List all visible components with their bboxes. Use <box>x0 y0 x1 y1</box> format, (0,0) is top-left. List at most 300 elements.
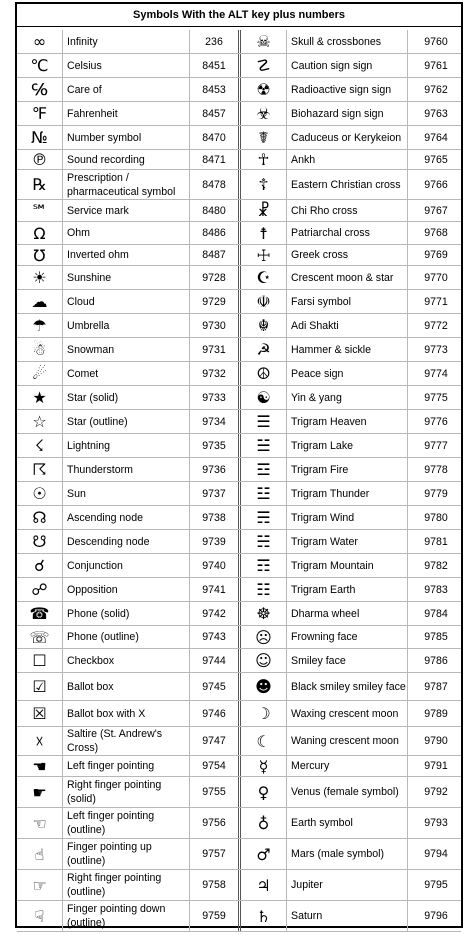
alt-code: 9744 <box>202 654 226 667</box>
symbol-glyph: ☱ <box>241 434 287 457</box>
left-entry <box>17 386 241 409</box>
right-entry <box>241 808 464 838</box>
symbol-name: Prescription / pharmaceutical symbol <box>63 170 190 199</box>
alt-code: 9766 <box>424 178 448 191</box>
right-entry <box>241 506 464 529</box>
alt-code: 9754 <box>202 760 226 772</box>
symbol-glyph: ☁ <box>17 290 63 313</box>
right-entry <box>241 482 464 505</box>
table-row <box>17 170 461 200</box>
symbol-glyph: ☀ <box>17 266 63 289</box>
left-entry <box>17 338 241 361</box>
symbol-name: Trigram Fire <box>287 458 408 481</box>
symbol-glyph: ☆ <box>17 410 63 433</box>
table-row <box>17 756 461 777</box>
symbol-name: Adi Shakti <box>287 314 408 337</box>
alt-code: 9758 <box>202 879 226 891</box>
left-entry <box>17 222 241 244</box>
symbol-glyph: ☏ <box>17 626 63 648</box>
symbol-glyph: ☧ <box>241 200 287 221</box>
symbol-name: Hammer & sickle <box>287 338 408 361</box>
symbol-glyph: ☬ <box>241 314 287 337</box>
left-entry <box>17 314 241 337</box>
right-entry <box>241 410 464 433</box>
left-entry <box>17 102 241 125</box>
symbol-glyph: ☵ <box>241 530 287 553</box>
symbol-name: Infinity <box>63 30 190 53</box>
symbol-glyph: ☇ <box>17 434 63 457</box>
table-title: Symbols With the ALT key plus numbers <box>17 4 461 27</box>
alt-code: 9781 <box>424 535 448 548</box>
symbol-name: Thunderstorm <box>63 458 190 481</box>
left-entry <box>17 626 241 648</box>
symbol-name: Skull & crossbones <box>287 30 408 53</box>
symbol-name: Ohm <box>63 222 190 244</box>
alt-code: 9736 <box>202 463 226 476</box>
right-entry <box>241 649 464 672</box>
left-entry <box>17 578 241 601</box>
symbol-glyph: ☲ <box>241 458 287 481</box>
symbol-glyph: ♃ <box>241 870 287 900</box>
symbol-glyph: ☠ <box>241 30 287 53</box>
symbol-name: Number symbol <box>63 126 190 149</box>
symbol-name: Peace sign <box>287 362 408 385</box>
symbol-name: Umbrella <box>63 314 190 337</box>
right-entry <box>241 290 464 313</box>
symbol-glyph: ℞ <box>17 170 63 199</box>
table-row <box>17 102 461 126</box>
symbol-name: Mars (male symbol) <box>287 839 408 869</box>
symbol-glyph: ☰ <box>241 410 287 433</box>
alt-code: 9735 <box>202 439 226 452</box>
symbol-glyph: ☦ <box>241 170 287 199</box>
symbol-name: Jupiter <box>287 870 408 900</box>
symbol-glyph: ℧ <box>17 245 63 265</box>
symbol-glyph: ☞ <box>17 870 63 900</box>
symbol-glyph: ♄ <box>241 901 287 931</box>
right-entry <box>241 839 464 869</box>
symbol-name: Checkbox <box>63 649 190 672</box>
alt-code: 8486 <box>202 227 226 239</box>
alt-code: 9765 <box>424 153 448 166</box>
symbol-name: Crescent moon & star <box>287 266 408 289</box>
alt-code: 8451 <box>202 59 226 72</box>
symbol-name: Ballot box with X <box>63 701 190 726</box>
symbol-name: Mercury <box>287 756 408 776</box>
right-entry <box>241 727 464 755</box>
table-row <box>17 578 461 602</box>
right-entry <box>241 78 464 101</box>
table-row <box>17 530 461 554</box>
table-row <box>17 362 461 386</box>
alt-code: 9796 <box>424 910 448 922</box>
alt-code: 9794 <box>424 848 448 860</box>
symbol-glyph: ☑ <box>17 673 63 700</box>
right-entry <box>241 870 464 900</box>
alt-code: 9741 <box>202 583 226 596</box>
symbol-name: Saltire (St. Andrew's Cross) <box>63 727 190 755</box>
alt-code: 9732 <box>202 367 226 380</box>
symbol-name: Eastern Christian cross <box>287 170 408 199</box>
right-entry <box>241 200 464 221</box>
symbol-glyph: ☃ <box>17 338 63 361</box>
alt-code: 9764 <box>424 131 448 144</box>
table-row <box>17 458 461 482</box>
alt-code: 9786 <box>424 654 448 667</box>
symbol-glyph: ☒ <box>17 701 63 726</box>
symbol-glyph: ☺ <box>241 649 287 672</box>
symbol-name: Waxing crescent moon <box>287 701 408 726</box>
symbol-name: Inverted ohm <box>63 245 190 265</box>
left-entry <box>17 410 241 433</box>
right-entry <box>241 756 464 776</box>
symbol-name: Star (solid) <box>63 386 190 409</box>
alt-code: 9787 <box>424 680 448 693</box>
table-row <box>17 870 461 901</box>
symbol-glyph: ☤ <box>241 126 287 149</box>
symbol-name: Right finger pointing (outline) <box>63 870 190 900</box>
alt-code: 9763 <box>424 107 448 120</box>
table-row <box>17 901 461 932</box>
table-row <box>17 30 461 54</box>
alt-code: 9737 <box>202 487 226 500</box>
table-row <box>17 727 461 756</box>
alt-code: 9746 <box>202 707 226 720</box>
symbol-name: Comet <box>63 362 190 385</box>
alt-code: 8471 <box>202 153 226 166</box>
symbol-glyph: ☹ <box>241 626 287 648</box>
right-entry <box>241 530 464 553</box>
alt-code: 9776 <box>424 415 448 428</box>
table-row <box>17 626 461 649</box>
symbol-name: Finger pointing up (outline) <box>63 839 190 869</box>
table-row <box>17 777 461 808</box>
alt-code: 8457 <box>202 107 226 120</box>
symbol-glyph: ☷ <box>241 578 287 601</box>
left-entry <box>17 870 241 900</box>
symbol-name: Trigram Lake <box>287 434 408 457</box>
alt-code: 8480 <box>202 204 226 217</box>
symbol-glyph: ☐ <box>17 649 63 672</box>
left-entry <box>17 266 241 289</box>
alt-code: 8478 <box>202 178 226 191</box>
symbol-name: Celsius <box>63 54 190 77</box>
left-entry <box>17 808 241 838</box>
symbol-glyph: № <box>17 126 63 149</box>
alt-code: 8453 <box>202 83 226 96</box>
symbol-name: Finger pointing down (outline) <box>63 901 190 931</box>
table-row <box>17 126 461 150</box>
alt-code: 9745 <box>202 680 226 693</box>
symbol-name: Opposition <box>63 578 190 601</box>
alt-code: 9775 <box>424 391 448 404</box>
left-entry <box>17 673 241 700</box>
symbol-name: Sound recording <box>63 150 190 169</box>
symbol-glyph: ☡ <box>241 54 287 77</box>
symbol-glyph: ☛ <box>17 777 63 807</box>
symbol-glyph: ☫ <box>241 290 287 313</box>
alt-code: 9779 <box>424 487 448 500</box>
symbol-glyph: ☸ <box>241 602 287 625</box>
table-row <box>17 554 461 578</box>
alt-code: 9789 <box>424 707 448 720</box>
alt-code: 9784 <box>424 607 448 620</box>
left-entry <box>17 362 241 385</box>
alt-code: 9782 <box>424 559 448 572</box>
symbol-name: Lightning <box>63 434 190 457</box>
right-entry <box>241 54 464 77</box>
symbol-name: Trigram Thunder <box>287 482 408 505</box>
symbol-name: Ankh <box>287 150 408 169</box>
right-entry <box>241 30 464 53</box>
symbol-glyph: ℗ <box>17 150 63 169</box>
symbol-glyph: ☮ <box>241 362 287 385</box>
alt-code: 9731 <box>202 343 226 356</box>
alt-code: 9728 <box>202 271 226 284</box>
symbol-name: Conjunction <box>63 554 190 577</box>
alt-code: 9761 <box>424 59 448 72</box>
table-row <box>17 314 461 338</box>
right-entry <box>241 338 464 361</box>
symbol-name: Saturn <box>287 901 408 931</box>
alt-code: 9768 <box>424 227 448 239</box>
alt-code: 9770 <box>424 271 448 284</box>
symbol-name: Sun <box>63 482 190 505</box>
symbol-name: Service mark <box>63 200 190 221</box>
alt-code: 9740 <box>202 559 226 572</box>
symbol-glyph: ☈ <box>17 458 63 481</box>
left-entry <box>17 530 241 553</box>
symbol-glyph: ☣ <box>241 102 287 125</box>
table-row <box>17 338 461 362</box>
symbol-glyph: ☓ <box>17 727 63 755</box>
symbols-table <box>17 30 461 932</box>
table-row <box>17 701 461 727</box>
symbol-glyph: ☟ <box>17 901 63 931</box>
symbol-name: Venus (female symbol) <box>287 777 408 807</box>
symbol-name: Black smiley smiley face <box>287 673 408 700</box>
symbol-name: Waning crescent moon <box>287 727 408 755</box>
symbol-name: Fahrenheit <box>63 102 190 125</box>
symbol-name: Trigram Earth <box>287 578 408 601</box>
alt-code: 9760 <box>424 35 448 48</box>
alt-code: 9783 <box>424 583 448 596</box>
symbol-name: Frowning face <box>287 626 408 648</box>
alt-code: 236 <box>205 35 223 48</box>
table-row <box>17 808 461 839</box>
left-entry <box>17 554 241 577</box>
symbols-table-frame <box>15 2 463 928</box>
table-row <box>17 386 461 410</box>
symbol-name: Greek cross <box>287 245 408 265</box>
left-entry <box>17 649 241 672</box>
table-row <box>17 78 461 102</box>
right-entry <box>241 673 464 700</box>
symbol-name: Earth symbol <box>287 808 408 838</box>
alt-code: 9773 <box>424 343 448 356</box>
symbol-glyph: ℃ <box>17 54 63 77</box>
symbol-glyph: ☯ <box>241 386 287 409</box>
alt-code: 9757 <box>202 848 226 860</box>
symbol-name: Sunshine <box>63 266 190 289</box>
alt-code: 9755 <box>202 786 226 798</box>
alt-code: 8470 <box>202 131 226 144</box>
left-entry <box>17 506 241 529</box>
alt-code: 9734 <box>202 415 226 428</box>
alt-code: 9742 <box>202 607 226 620</box>
left-entry <box>17 170 241 199</box>
symbol-glyph: ℠ <box>17 200 63 221</box>
alt-code: 9738 <box>202 511 226 524</box>
symbol-name: Smiley face <box>287 649 408 672</box>
symbol-glyph: ∞ <box>17 30 63 53</box>
symbol-glyph: ℉ <box>17 102 63 125</box>
symbol-glyph: ♂ <box>241 839 287 869</box>
alt-code: 9747 <box>202 735 226 747</box>
symbol-glyph: ☌ <box>17 554 63 577</box>
alt-code: 8487 <box>202 249 226 261</box>
left-entry <box>17 701 241 726</box>
symbol-name: Left finger pointing <box>63 756 190 776</box>
left-entry <box>17 200 241 221</box>
symbol-name: Trigram Heaven <box>287 410 408 433</box>
left-entry <box>17 126 241 149</box>
left-entry <box>17 602 241 625</box>
symbol-name: Dharma wheel <box>287 602 408 625</box>
symbol-glyph: ☨ <box>241 222 287 244</box>
table-row <box>17 839 461 870</box>
symbol-name: Ascending node <box>63 506 190 529</box>
alt-code: 9739 <box>202 535 226 548</box>
table-row <box>17 673 461 701</box>
symbol-glyph: ♁ <box>241 808 287 838</box>
right-entry <box>241 602 464 625</box>
symbol-glyph: ☄ <box>17 362 63 385</box>
symbol-name: Phone (outline) <box>63 626 190 648</box>
symbol-glyph: ☶ <box>241 554 287 577</box>
symbol-glyph: ☾ <box>241 727 287 755</box>
table-row <box>17 245 461 266</box>
symbol-name: Trigram Wind <box>287 506 408 529</box>
symbol-name: Biohazard sign sign <box>287 102 408 125</box>
symbol-name: Star (outline) <box>63 410 190 433</box>
alt-code: 9772 <box>424 319 448 332</box>
symbol-glyph: ♀ <box>241 777 287 807</box>
symbol-name: Caduceus or Kerykeion <box>287 126 408 149</box>
table-row <box>17 482 461 506</box>
left-entry <box>17 727 241 755</box>
symbol-glyph: ☚ <box>17 756 63 776</box>
table-row <box>17 266 461 290</box>
left-entry <box>17 54 241 77</box>
right-entry <box>241 150 464 169</box>
symbol-name: Trigram Water <box>287 530 408 553</box>
symbol-name: Snowman <box>63 338 190 361</box>
table-row <box>17 54 461 78</box>
alt-code: 9790 <box>424 735 448 747</box>
table-row <box>17 434 461 458</box>
left-entry <box>17 839 241 869</box>
alt-code: 9771 <box>424 295 448 308</box>
table-row <box>17 222 461 245</box>
alt-code: 9780 <box>424 511 448 524</box>
right-entry <box>241 777 464 807</box>
right-entry <box>241 701 464 726</box>
symbol-glyph: ☴ <box>241 506 287 529</box>
symbol-glyph: ☍ <box>17 578 63 601</box>
symbol-name: Cloud <box>63 290 190 313</box>
symbol-glyph: ☜ <box>17 808 63 838</box>
symbol-glyph: ☝ <box>17 839 63 869</box>
alt-code: 9793 <box>424 817 448 829</box>
table-row <box>17 200 461 222</box>
symbol-name: Left finger pointing (outline) <box>63 808 190 838</box>
symbol-name: Trigram Mountain <box>287 554 408 577</box>
alt-code: 9759 <box>202 910 226 922</box>
alt-code: 9777 <box>424 439 448 452</box>
alt-code: 9756 <box>202 817 226 829</box>
right-entry <box>241 458 464 481</box>
alt-code: 9767 <box>424 204 448 217</box>
symbol-glyph: ☥ <box>241 150 287 169</box>
symbol-glyph: ☋ <box>17 530 63 553</box>
left-entry <box>17 290 241 313</box>
right-entry <box>241 222 464 244</box>
symbol-glyph: ℅ <box>17 78 63 101</box>
symbol-glyph: ☊ <box>17 506 63 529</box>
symbol-name: Patriarchal cross <box>287 222 408 244</box>
symbol-glyph: ☉ <box>17 482 63 505</box>
symbol-name: Care of <box>63 78 190 101</box>
right-entry <box>241 102 464 125</box>
alt-code: 9778 <box>424 463 448 476</box>
symbol-name: Farsi symbol <box>287 290 408 313</box>
table-row <box>17 602 461 626</box>
symbol-name: Ballot box <box>63 673 190 700</box>
right-entry <box>241 170 464 199</box>
left-entry <box>17 482 241 505</box>
right-entry <box>241 266 464 289</box>
right-entry <box>241 126 464 149</box>
right-entry <box>241 314 464 337</box>
alt-code: 9730 <box>202 319 226 332</box>
symbol-glyph: ☭ <box>241 338 287 361</box>
left-entry <box>17 245 241 265</box>
alt-code: 9762 <box>424 83 448 96</box>
alt-code: 9733 <box>202 391 226 404</box>
table-row <box>17 290 461 314</box>
symbol-name: Caution sign sign <box>287 54 408 77</box>
alt-code: 9795 <box>424 879 448 891</box>
symbol-name: Radioactive sign sign <box>287 78 408 101</box>
table-row <box>17 410 461 434</box>
symbol-name: Right finger pointing (solid) <box>63 777 190 807</box>
table-row <box>17 649 461 673</box>
symbol-glyph: ☩ <box>241 245 287 265</box>
left-entry <box>17 30 241 53</box>
left-entry <box>17 434 241 457</box>
right-entry <box>241 578 464 601</box>
alt-code: 9769 <box>424 249 448 261</box>
alt-code: 9729 <box>202 295 226 308</box>
left-entry <box>17 777 241 807</box>
right-entry <box>241 245 464 265</box>
right-entry <box>241 362 464 385</box>
left-entry <box>17 458 241 481</box>
right-entry <box>241 626 464 648</box>
alt-code: 9774 <box>424 367 448 380</box>
right-entry <box>241 386 464 409</box>
